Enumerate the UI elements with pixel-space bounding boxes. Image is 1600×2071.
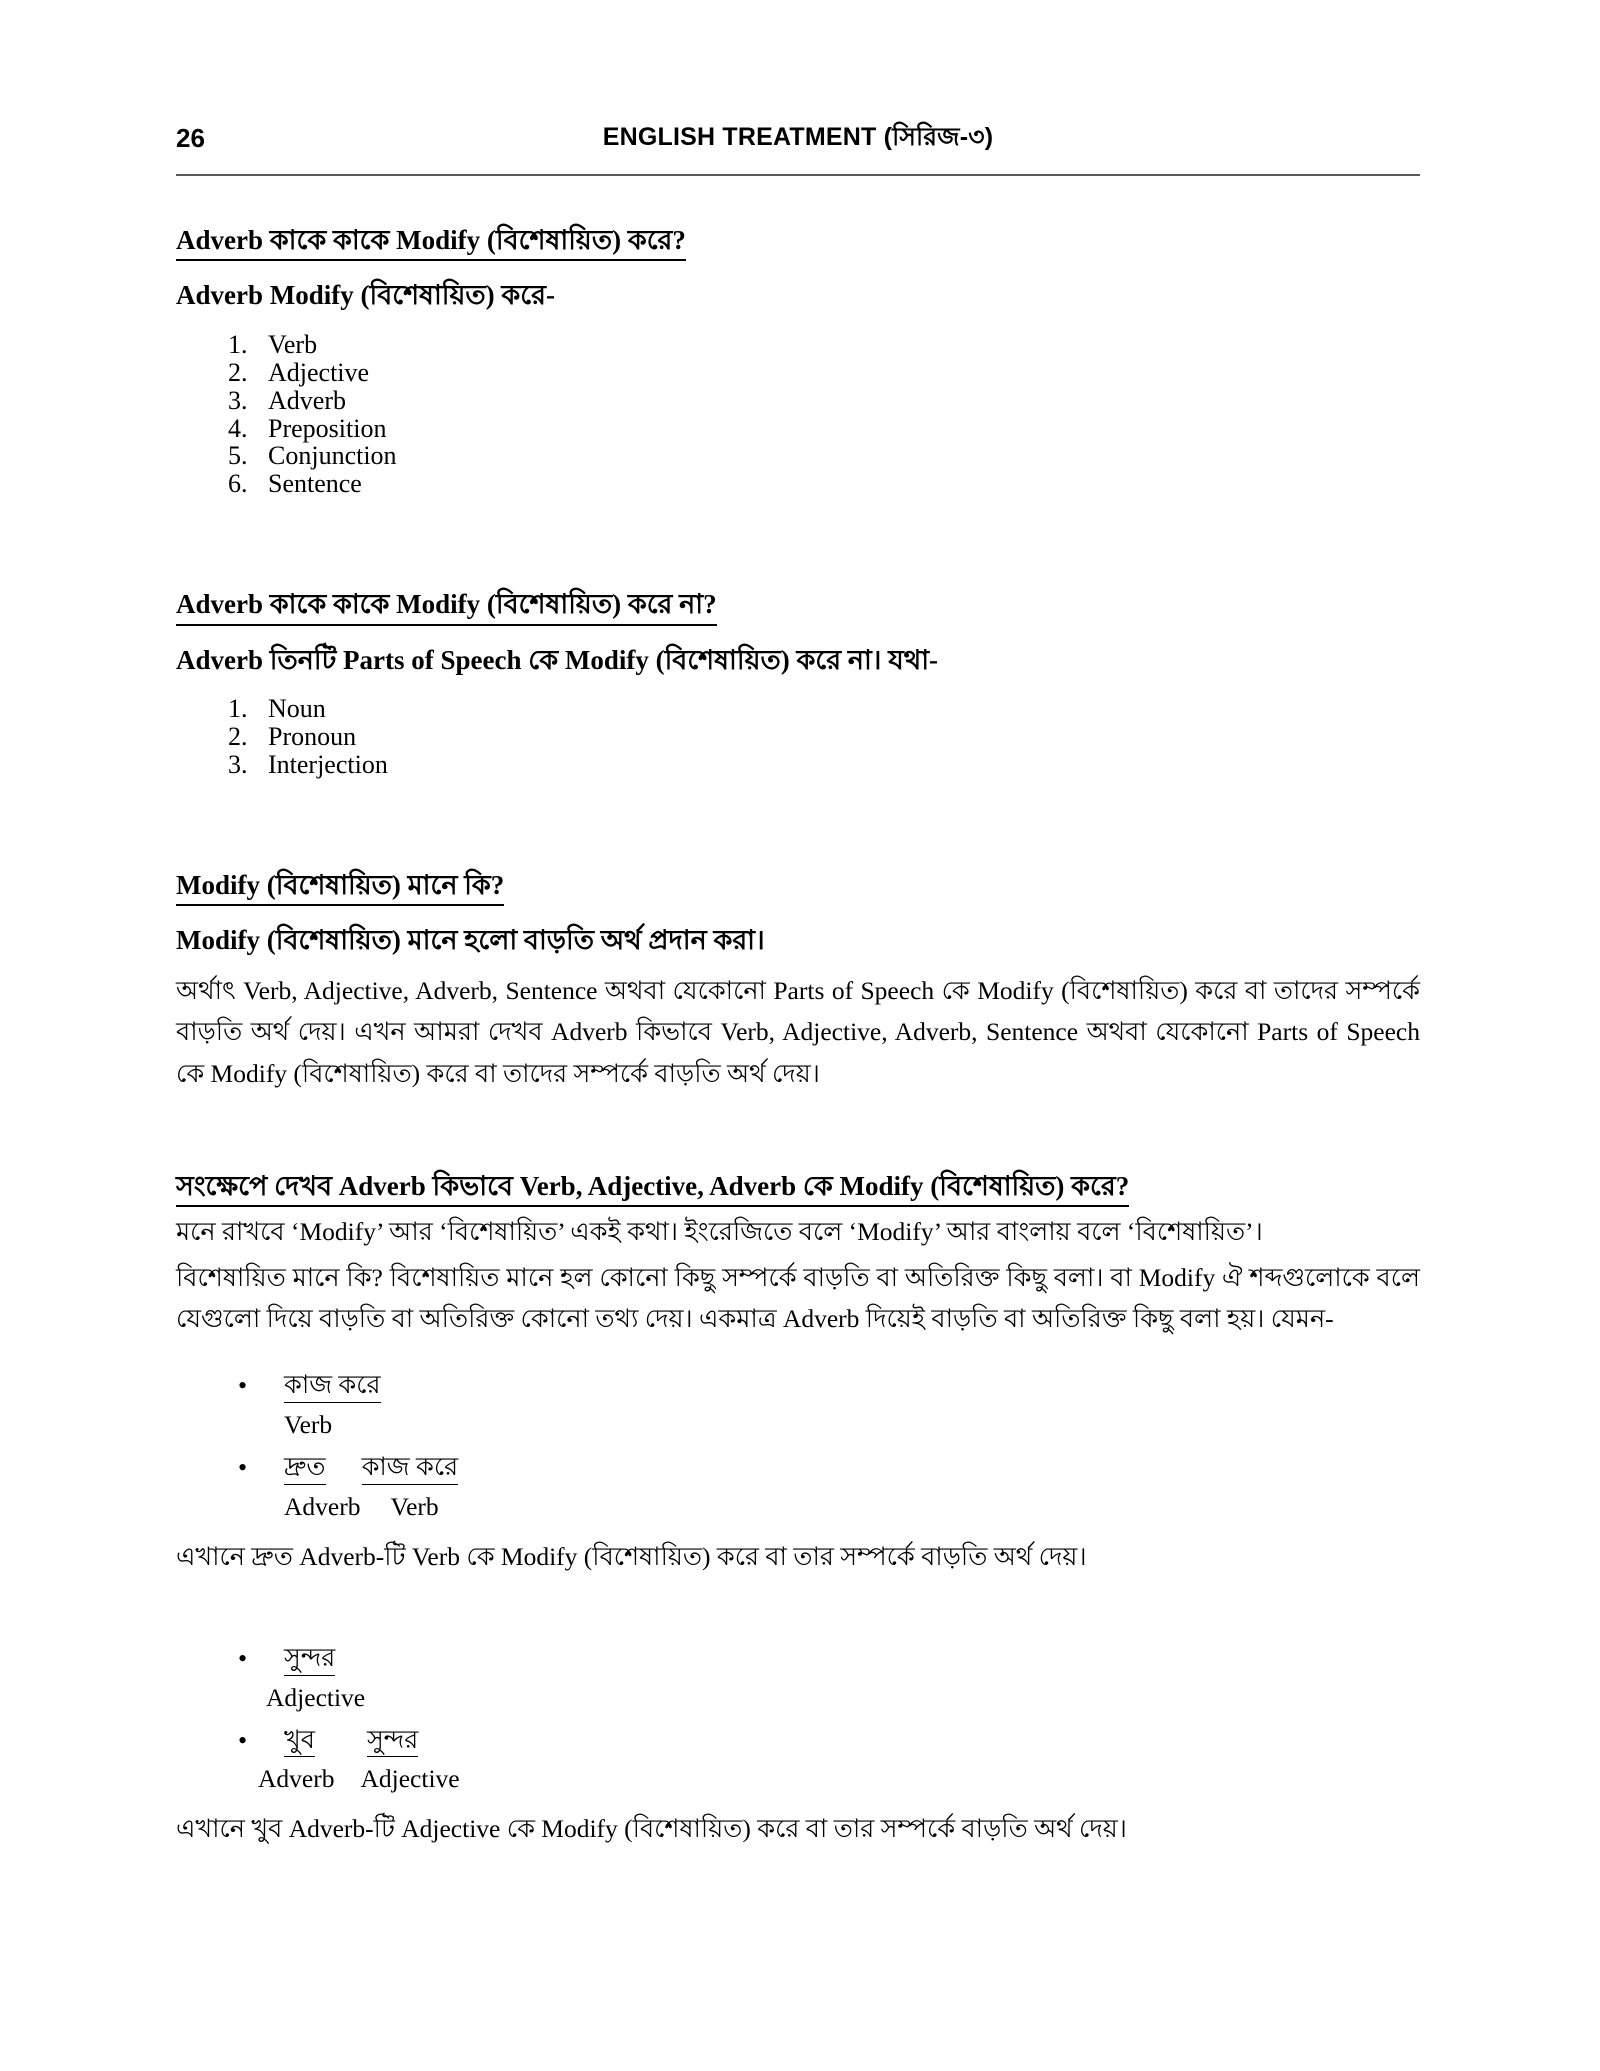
page-number: 26 <box>176 123 205 153</box>
example-label: Verb <box>284 1410 333 1440</box>
bullet-icon <box>176 1451 284 1485</box>
example-row <box>176 1724 1420 1796</box>
example-terms-wrap <box>284 1369 381 1441</box>
example-term: সুন্দর <box>284 1642 335 1676</box>
section-2-subheading: Adverb তিনটি Parts of Speech কে Modify (বিশেষায়িত) করে না। যথা- <box>176 644 939 675</box>
section-2-heading: Adverb কাকে কাকে Modify (বিশেষায়িত) করে না? <box>176 586 717 625</box>
section-3-subheading: Modify (বিশেষায়িত) মানে হলো বাড়তি অর্থ প্রদান করা। <box>176 925 765 956</box>
example-label: Adverb <box>284 1491 361 1521</box>
section-3-paragraph: অর্থাৎ Verb, Adjective, Adverb, Sentence অথবা যেকোনো Parts of Speech কে Modify (বিশেষায়িত) করে বা তাদের সম্পর্কে বাড়তি অর্থ দেয়। এখন আমরা দেখব Adverb কিভাবে Verb, Adjective, Adverb, Sentence অথবা যেকোনো Parts of Speech কে Modify (বিশেষায়িত) করে বা তাদের সম্পর্কে বাড়তি অর্থ দেয়। <box>176 976 1420 1088</box>
list-item <box>254 331 1420 359</box>
example-note: এখানে দ্রুত Adverb-টি Verb কে Modify (বিশেষায়িত) করে বা তার সম্পর্কে বাড়তি অর্থ দেয়। <box>176 1541 1087 1571</box>
bullet-icon <box>176 1724 284 1758</box>
example-row <box>176 1369 1420 1441</box>
list-item-label: Noun <box>268 694 326 724</box>
list-item-label: Pronoun <box>268 722 357 752</box>
example-term: সুন্দর <box>367 1724 418 1758</box>
example-terms-wrap <box>284 1451 458 1523</box>
example-term: কাজ করে <box>284 1369 381 1403</box>
example-group-adjective <box>176 1642 1420 1849</box>
list-item <box>254 387 1420 415</box>
section-4-paragraph-2: বিশেষায়িত মানে কি? বিশেষায়িত মানে হল কোনো কিছু সম্পর্কে বাড়তি বা অতিরিক্ত কিছু বলা। বা Modify ঐ শব্দগুলোকে বলে যেগুলো দিয়ে বাড়তি বা অতিরিক্ত কোনো তথ্য দেয়। একমাত্র Adverb দিয়েই বাড়তি বা অতিরিক্ত কিছু বলা হয়। যেমন- <box>176 1262 1420 1333</box>
list-item <box>254 415 1420 443</box>
example-labels <box>284 1409 381 1441</box>
section-1-list <box>176 331 1420 498</box>
section-4-heading: সংক্ষেপে দেখব Adverb কিভাবে Verb, Adjective, Adverb কে Modify (বিশেষায়িত) করে? <box>176 1168 1129 1207</box>
section-adverb-modifies <box>176 200 1420 498</box>
bullet-icon <box>176 1369 284 1403</box>
example-terms-wrap <box>258 1724 460 1796</box>
example-label: Adjective <box>266 1682 366 1712</box>
section-1-subheading: Adverb Modify (বিশেষায়িত) করে- <box>176 280 555 311</box>
example-term: কাজ করে <box>362 1451 459 1485</box>
list-item <box>254 470 1420 498</box>
list-item-label: Sentence <box>268 469 362 499</box>
section-heading-wrap <box>176 1146 1420 1207</box>
spacer <box>176 498 1420 542</box>
section-heading-wrap <box>176 200 1420 261</box>
example-terms-wrap <box>266 1642 366 1714</box>
example-row <box>176 1451 1420 1523</box>
example-row <box>176 1642 1420 1714</box>
example-terms <box>284 1642 365 1676</box>
section-4-paragraph-1: মনে রাখবে ‘Modify’ আর ‘বিশেষায়িত’ একই কথা। ইংরেজিতে বলে ‘Modify’ আর বাংলায় বলে ‘বিশেষায়িত’। <box>176 1217 1263 1247</box>
section-1-heading: Adverb কাকে কাকে Modify (বিশেষায়িত) করে? <box>176 222 686 261</box>
example-labels <box>284 1491 458 1523</box>
list-item-label: Conjunction <box>268 441 397 471</box>
list-item-label: Interjection <box>268 749 388 779</box>
example-term: খুব <box>284 1724 315 1758</box>
example-label: Verb <box>390 1491 439 1521</box>
list-item-label: Adjective <box>268 358 370 388</box>
list-item <box>254 751 1420 779</box>
section-modify-meaning <box>176 845 1420 1094</box>
section-2-list <box>176 695 1420 778</box>
spacer <box>176 1094 1420 1124</box>
spacer <box>176 779 1420 823</box>
list-item <box>254 723 1420 751</box>
example-group-verb <box>176 1369 1420 1576</box>
example-label: Adverb <box>258 1764 335 1794</box>
list-item-label: Preposition <box>268 413 387 443</box>
example-label: Adjective <box>360 1764 460 1794</box>
example-labels <box>258 1763 460 1795</box>
header-rule <box>176 174 1420 176</box>
list-item-label: Verb <box>268 330 318 360</box>
bullet-icon <box>176 1642 284 1676</box>
example-terms <box>284 1724 460 1758</box>
spacer <box>176 1602 1420 1632</box>
page-content <box>176 125 1420 1874</box>
examples-area <box>176 1369 1420 1849</box>
running-header <box>176 125 1420 165</box>
example-term: দ্রুত <box>284 1451 326 1485</box>
section-short-overview <box>176 1146 1420 1339</box>
running-title: ENGLISH TREATMENT (সিরিজ-৩) <box>602 123 994 151</box>
example-terms <box>284 1369 381 1403</box>
list-item <box>254 695 1420 723</box>
list-item <box>254 442 1420 470</box>
list-item <box>254 359 1420 387</box>
example-terms <box>284 1451 458 1485</box>
section-adverb-not-modifies <box>176 564 1420 779</box>
section-heading-wrap <box>176 564 1420 625</box>
list-item-label: Adverb <box>268 385 346 415</box>
section-heading-wrap <box>176 845 1420 906</box>
section-3-heading: Modify (বিশেষায়িত) মানে কি? <box>176 867 504 906</box>
example-note: এখানে খুব Adverb-টি Adjective কে Modify (বিশেষায়িত) করে বা তার সম্পর্কে বাড়তি অর্থ দেয়। <box>176 1814 1127 1844</box>
example-labels <box>266 1682 365 1714</box>
